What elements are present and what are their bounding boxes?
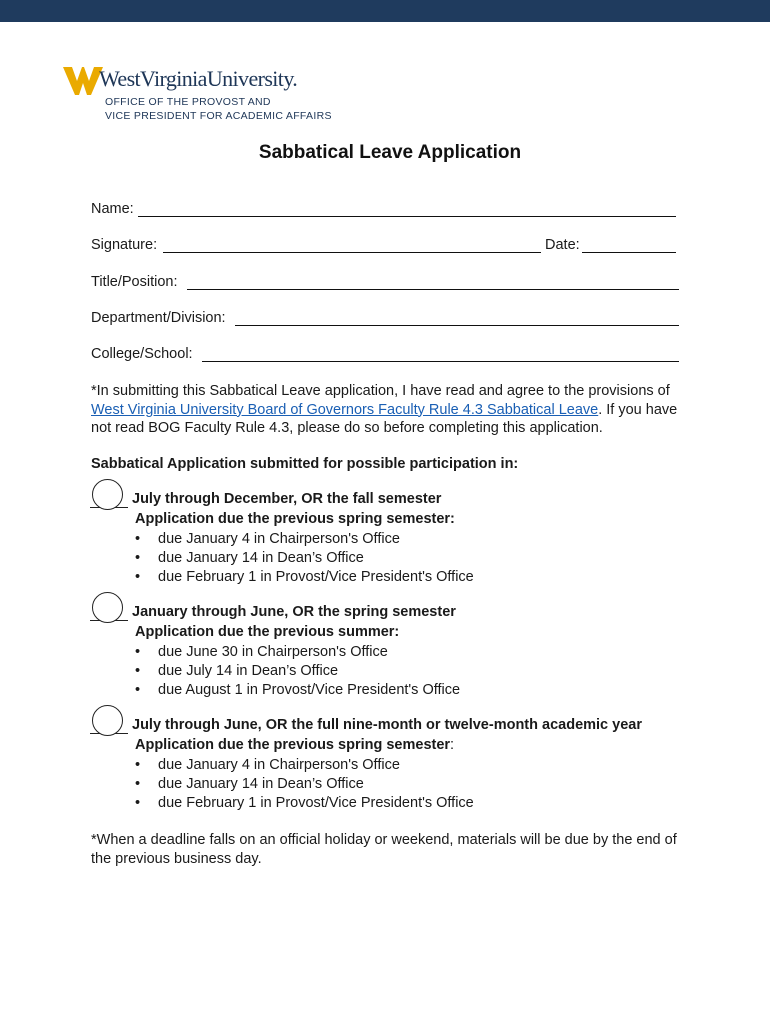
list-item: • due January 14 in Dean’s Office: [135, 550, 364, 566]
date-field[interactable]: [582, 252, 676, 253]
option-title: July through December, OR the fall semester: [132, 491, 442, 507]
agreement-text-1: *In submitting this Sabbatical Leave application, I have read and agree to the provisions of: [91, 383, 670, 399]
list-item: • due February 1 in Provost/Vice President's Office: [135, 795, 474, 811]
bullet-icon: •: [135, 550, 141, 566]
deadline-list: [135, 643, 460, 700]
bullet-icon: •: [135, 663, 141, 679]
logo-wordmark: WestVirginiaUniversity.: [99, 66, 298, 91]
option-title: July through June, OR the full nine-month or twelve-month academic year: [132, 717, 642, 733]
list-item: • due July 14 in Dean’s Office: [135, 663, 339, 679]
wvu-logo: [63, 62, 363, 132]
bullet-icon: •: [135, 757, 141, 773]
name-field[interactable]: [138, 216, 676, 217]
department-label: Department/Division:: [91, 310, 226, 326]
option-due-heading: Application due the previous spring semester:: [135, 511, 455, 527]
bullet-icon: •: [135, 531, 141, 547]
participation-heading: Sabbatical Application submitted for possible participation in:: [91, 456, 519, 472]
list-item: • due June 30 in Chairperson's Office: [135, 644, 388, 660]
footnote: *When a deadline falls on an official holiday or weekend, materials will be due by the end of the previous business day.: [91, 832, 677, 867]
spring-semester-radio[interactable]: [92, 592, 123, 623]
bullet-icon: •: [135, 682, 141, 698]
option-title: January through June, OR the spring semester: [132, 604, 456, 620]
list-item: • due January 4 in Chairperson's Office: [135, 531, 400, 547]
list-item: • due January 4 in Chairperson's Office: [135, 757, 400, 773]
signature-field[interactable]: [163, 252, 541, 253]
logo-subtitle-line1: OFFICE OF THE PROVOST AND: [105, 96, 271, 108]
option-due-heading: Application due the previous spring semester:: [135, 737, 455, 753]
list-item: • due February 1 in Provost/Vice President's Office: [135, 569, 474, 585]
department-field[interactable]: [235, 325, 679, 326]
wv-flying-logo-icon: [63, 65, 103, 97]
name-field-label: Name:: [91, 201, 134, 217]
title-position-field[interactable]: [187, 289, 679, 290]
bog-rule-link[interactable]: West Virginia University Board of Governors Faculty Rule 4.3 Sabbatical Leave: [91, 401, 599, 418]
agreement-text-2: . If you have not read BOG Faculty Rule 4.3, please do so before completing this application.: [91, 401, 678, 436]
academic-year-radio[interactable]: [92, 705, 123, 736]
date-field-label: Date:: [545, 237, 580, 253]
bullet-icon: •: [135, 776, 141, 792]
list-item: • due January 14 in Dean’s Office: [135, 776, 364, 792]
bullet-icon: •: [135, 644, 141, 660]
bullet-icon: •: [135, 569, 141, 585]
list-item: • due August 1 in Provost/Vice President's Office: [135, 682, 461, 698]
deadline-list: [135, 756, 474, 813]
option-due-heading: Application due the previous summer:: [135, 624, 400, 640]
college-label: College/School:: [91, 346, 193, 362]
signature-field-label: Signature:: [91, 237, 158, 253]
college-field[interactable]: [202, 361, 679, 362]
title-position-label: Title/Position:: [91, 274, 178, 290]
agreement-paragraph: [91, 382, 691, 438]
bullet-icon: •: [135, 795, 141, 811]
top-bar: [0, 0, 770, 22]
deadline-list: [135, 530, 474, 587]
fall-semester-radio[interactable]: [92, 479, 123, 510]
page-title: Sabbatical Leave Application: [258, 142, 522, 163]
logo-subtitle-line2: VICE PRESIDENT FOR ACADEMIC AFFAIRS: [105, 110, 332, 122]
